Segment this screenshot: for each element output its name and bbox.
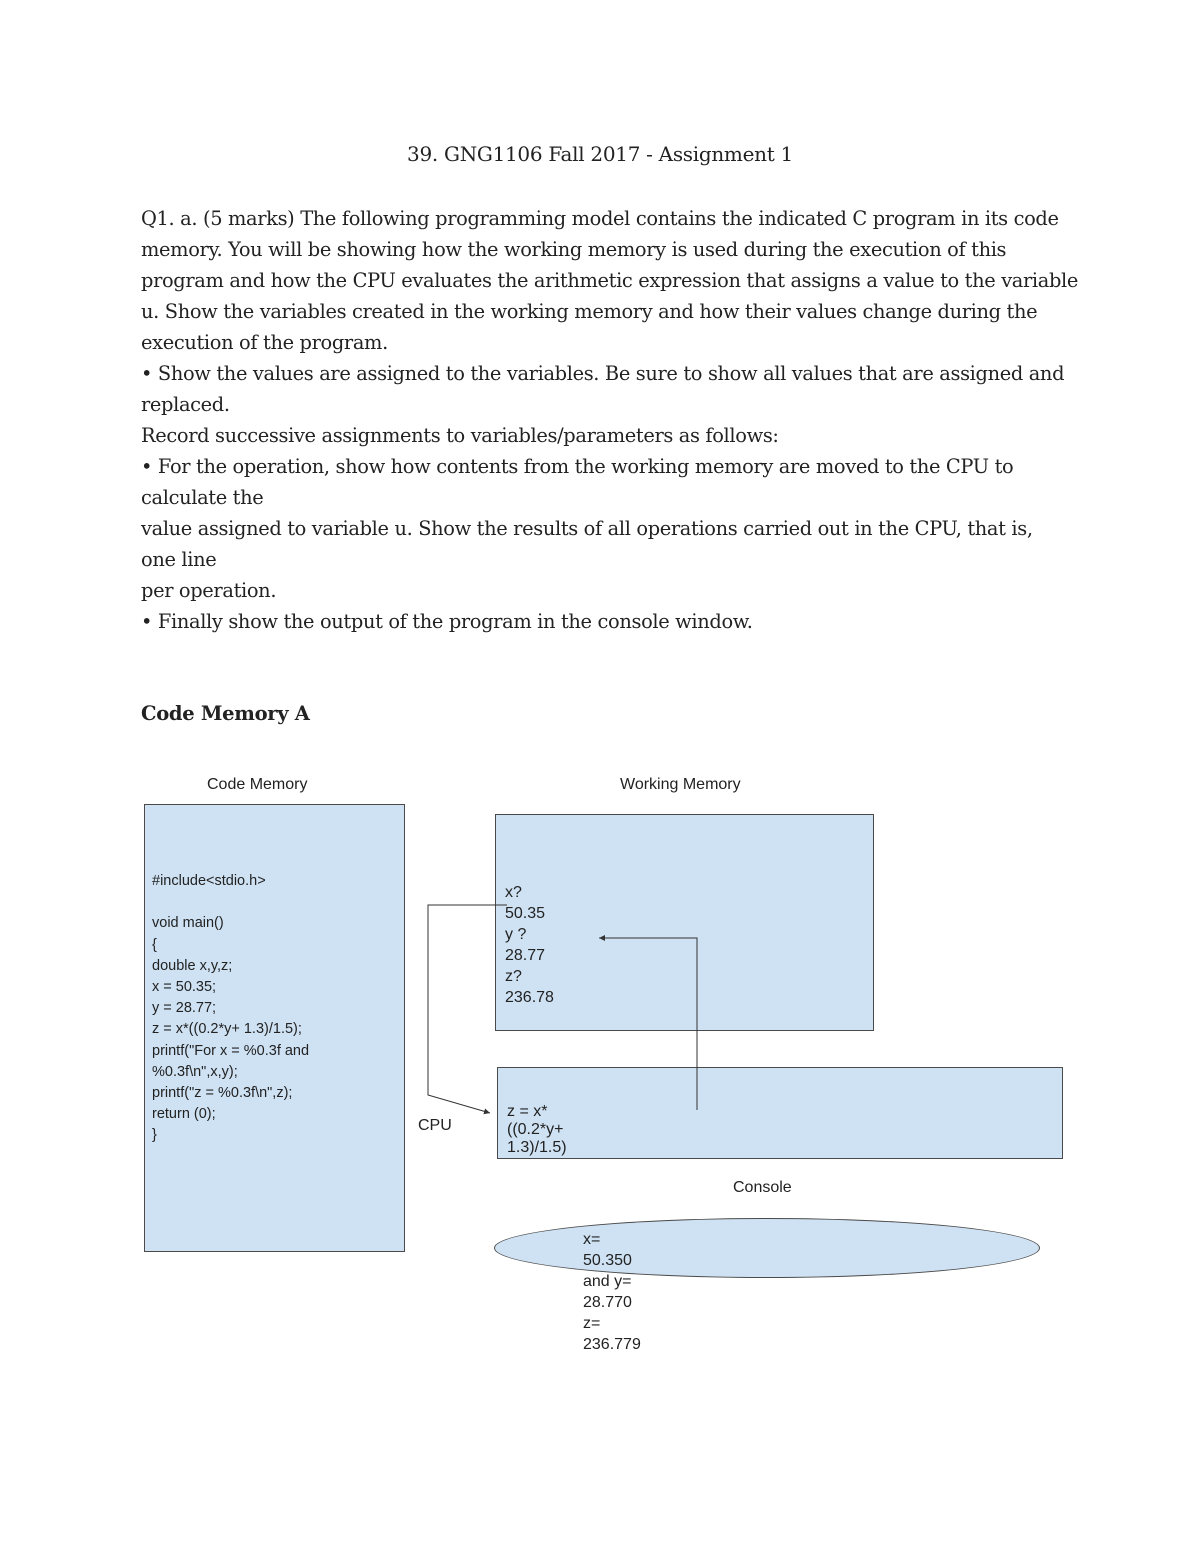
code-line: printf("For x = %0.3f and xyxy=(152,1042,310,1059)
code-line: double x,y,z; xyxy=(152,957,233,974)
working-memory-values xyxy=(505,882,554,1008)
console-ellipse xyxy=(494,1218,1040,1278)
paragraph-line: value assigned to variable u. Show the results of all operations carried out in the CPU, that is, xyxy=(141,517,1033,540)
paragraph-line: one line xyxy=(141,548,217,571)
code-line: %0.3f\n",x,y); xyxy=(152,1063,238,1080)
paragraph-line: Q1. a. (5 marks) The following programming model contains the indicated C program in its code xyxy=(141,207,1059,230)
code-line: y = 28.77; xyxy=(152,1000,217,1017)
code-line: #include<stdio.h> xyxy=(152,873,266,889)
paragraph-line: Record successive assignments to variables/parameters as follows: xyxy=(141,424,779,447)
console-line: x= 50.350 and y= 28.770 xyxy=(583,1231,632,1311)
cpu-expression: z = x*((0.2*y+ 1.3)/1.5) xyxy=(507,1103,567,1156)
paragraph-line: • For the operation, show how contents from the working memory are moved to the CPU to xyxy=(141,455,1014,478)
code-line: void main() xyxy=(152,915,224,932)
console-line: z= 236.779 xyxy=(583,1315,641,1353)
paragraph-line: calculate the xyxy=(141,486,264,509)
variable-z: z?236.78 xyxy=(505,968,554,1006)
code-line: printf("z = %0.3f\n",z); xyxy=(152,1085,293,1102)
document-title: 39. GNG1106 Fall 2017 - Assignment 1 xyxy=(407,142,793,166)
console-output xyxy=(583,1229,641,1355)
variable-x: x?50.35 xyxy=(505,884,546,922)
cpu-box xyxy=(497,1067,1063,1159)
code-line: { xyxy=(152,936,157,953)
code-listing xyxy=(152,871,309,1147)
cpu-label: CPU xyxy=(418,1117,452,1134)
paragraph-line: program and how the CPU evaluates the arithmetic expression that assigns a value to the variable xyxy=(141,269,1079,292)
variable-y: y ?28.77 xyxy=(505,926,546,964)
code-line: } xyxy=(152,1127,157,1144)
code-line xyxy=(152,892,309,913)
code-line: x = 50.35; xyxy=(152,979,217,996)
paragraph-line: memory. You will be showing how the working memory is used during the execution of this xyxy=(141,238,1007,261)
paragraph-line: u. Show the variables created in the working memory and how their values change during the xyxy=(141,300,1038,323)
question-text xyxy=(141,203,1079,637)
console-label: Console xyxy=(733,1179,792,1196)
section-heading: Code Memory A xyxy=(141,702,310,725)
paragraph-line: execution of the program. xyxy=(141,331,388,354)
paragraph-line: • Show the values are assigned to the variables. Be sure to show all values that are assigned and xyxy=(141,362,1065,385)
paragraph-line: • Finally show the output of the program in the console window. xyxy=(141,610,753,633)
working-memory-label: Working Memory xyxy=(620,776,741,793)
code-memory-label: Code Memory xyxy=(207,776,308,793)
code-line: return (0); xyxy=(152,1106,216,1123)
paragraph-line: per operation. xyxy=(141,579,277,602)
paragraph-line: replaced. xyxy=(141,393,230,416)
code-line: z = x*((0.2*y+ 1.3)/1.5); xyxy=(152,1021,302,1038)
